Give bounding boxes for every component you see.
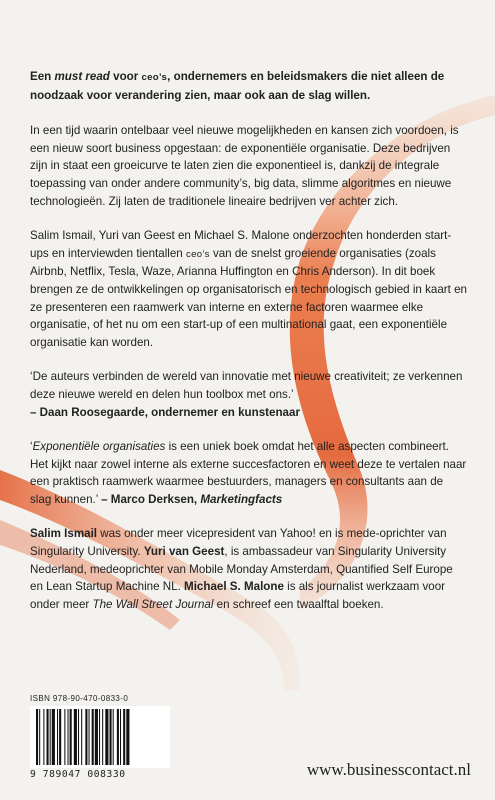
barcode-bar [123,709,125,765]
isbn-label: ISBN 978-90-470-0833-0 [30,694,129,703]
publication-title: The Wall Street Journal [92,597,214,611]
author-name: Michael S. Malone [184,580,284,594]
paragraph-text: van de snelst groeiende organisaties (zoals Airbnb, Netflix, Tesla, Waze, Arianna Huffington en Chris Anderson). In dit boek brengen ze de ontwikkelingen op organisatorisch en technologisch gebied in kaart en ze presenteren een raamwerk van interne en externe factoren waarmee elke organisatie, of het nu om een start-up of een multinational gaat, een exponentiële organisatie kan worden. [30,246,467,349]
intro-smallcaps: ceo’s [141,72,168,83]
barcode-bar [113,709,114,765]
intro-text: voor [109,70,142,83]
ean-number: 9 789047 008330 [30,769,126,780]
bio-text: is als journalist werkzaam voor onder meer [30,580,446,611]
quote-roosegaarde [30,368,467,421]
barcode-bar [47,709,49,765]
quote-derksen [30,438,467,508]
description-paragraph-1: In een tijd waarin ontelbaar veel nieuwe mogelijkheden en kansen zich voordoen, is een nieuw soort business opgestaan: de exponentiële organisatie. Deze bedrijven zijn in staat een groeicurve te laten zien die exponentieel is, dankzij de integrale toepassing van onder andere community’s, big data, slimme algoritmes en nieuwe technologieën. Zij laten de traditionele lineaire bedrijven ver achter zich. [30,124,459,208]
back-cover-text [30,68,467,630]
barcode-bar [57,709,58,765]
intro-text: , ondernemers en beleidsmakers die niet alleen de noodzaak voor verandering zien, maar ook aan de slag willen. [30,70,445,102]
intro-emphasis: must read [54,70,110,83]
barcode-bar [102,709,103,765]
quote-source: Marketingfacts [200,492,283,506]
paragraph-text: Salim Ismail, Yuri van Geest en Michael S. Malone onderzochten honderden start-ups en interviewden tientallen [30,229,452,260]
quote-text: is een uniek boek omdat het alle aspecten combineert. Het kijkt naar zowel interne als externe succesfactoren en weet deze te vertalen naar een praktisch raamwerk waarmee bestuurders, managers en consultants aan de slag kunnen.’ [30,440,467,506]
quote-author: – Daan Roosegaarde, ondernemer en kunstenaar [30,405,300,419]
barcode-image [30,706,170,768]
barcode-bar [43,709,44,765]
quote-text: ‘ [30,440,33,454]
barcode-bar [95,709,98,765]
bio-text: was onder meer vicepresident van Yahoo! en is mede-oprichter van Singularity University. [30,527,447,559]
publisher-website: www.businesscontact.nl [306,760,471,779]
bio-text: en schreef een twaalftal boeken. [213,597,384,611]
barcode-bar [50,709,51,765]
barcode-bar [70,709,72,765]
barcode-bar [78,709,79,765]
quote-book-title: Exponentiële organisaties [32,440,166,454]
barcode-bar [74,709,77,765]
barcode-bar [110,709,112,765]
barcode-bar [99,709,100,765]
author-bios [30,525,467,613]
barcode-bar [64,709,65,765]
barcode-bar [117,709,119,765]
quote-author: – Marco Derksen, [101,492,201,506]
barcode-bar [81,709,82,765]
intro-statement [30,68,467,104]
barcode-bar [68,709,69,765]
barcode-bar [105,709,108,765]
barcode-bar [85,709,87,765]
barcode-block [30,694,170,780]
intro-text: Een [30,70,55,83]
barcode-bar [120,709,121,765]
barcode-bar [39,709,40,765]
barcode-bar [59,709,61,765]
barcode-bar [89,709,90,765]
barcode-bar [36,709,38,765]
barcode-bar [52,709,55,765]
quote-text: ‘De auteurs verbinden de wereld van innovatie met nieuwe creativiteit; ze verkennen deze nieuwe wereld en delen hun toolbox met ons.’ [30,370,463,401]
barcode-bar [92,709,94,765]
barcode-bar [126,709,129,765]
author-name: Salim Ismail [30,527,98,541]
description-paragraph-2 [30,227,467,351]
paragraph-smallcaps: ceo’s [185,248,210,260]
bio-text: , is ambassadeur van Singularity University Nederland, medeoprichter van Mobile Monday Amsterdam, Quantified Self Europe en Lean Startup Machine NL. [30,545,453,594]
author-name: Yuri van Geest [143,545,225,559]
